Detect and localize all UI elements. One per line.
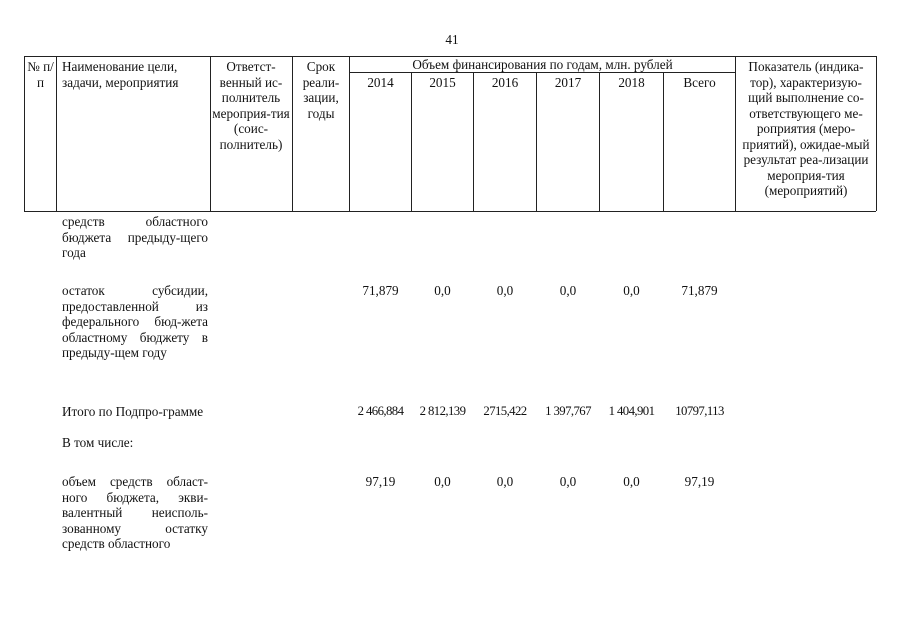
header-year-2017: 2017 xyxy=(554,75,582,90)
value-total: 97,19 xyxy=(684,474,715,489)
value-2017: 0,0 xyxy=(559,474,577,489)
value-2017: 0,0 xyxy=(559,283,577,298)
header-year-2018: 2018 xyxy=(618,75,645,90)
value-2015: 0,0 xyxy=(434,474,451,489)
value-2018: 1 404,901 xyxy=(608,404,655,418)
value-2016: 0,0 xyxy=(496,283,514,298)
header-year-2014: 2014 xyxy=(367,75,394,90)
header-col-responsible: Ответст-венный ис-полнитель мероприя-тия (соис-полнитель) xyxy=(212,59,290,152)
value-2017: 1 397,767 xyxy=(545,404,591,418)
value-2014: 97,19 xyxy=(365,474,396,489)
header-year-2016: 2016 xyxy=(491,75,519,90)
header-total: Всего xyxy=(683,75,716,90)
value-2014: 71,879 xyxy=(362,283,399,298)
header-col-term: Срок реали-зации, годы xyxy=(302,59,340,121)
row-name: Итого по Подпро-грамме xyxy=(62,404,204,419)
row-subtitle: В том числе: xyxy=(62,435,134,450)
page-number: 41 xyxy=(445,32,459,47)
value-2016: 0,0 xyxy=(496,474,514,489)
row-name: объем средств област-ного бюджета, экви-валентный неисполь-зованному остатку средств областного xyxy=(62,474,208,551)
header-col-indicator: Показатель (индика-тор), характеризую-щий выполнение со-ответствующего ме-роприятия (меро-приятий), ожидае-мый результат реа-лизации мероприя-тия (мероприятий) xyxy=(742,59,870,198)
row-name: средств областного бюджета предыду-щего года xyxy=(62,214,208,260)
header-year-2015: 2015 xyxy=(429,75,456,90)
header-col-name: Наименование цели, задачи, мероприятия xyxy=(62,59,179,90)
header-col-funding: Объем финансирования по годам, млн. рублей xyxy=(412,57,673,72)
value-2014: 2 466,884 xyxy=(357,404,404,418)
value-total: 10797,113 xyxy=(675,404,724,418)
value-2016: 2715,422 xyxy=(483,404,527,418)
value-2015: 0,0 xyxy=(434,283,451,298)
header-col-number: № п/п xyxy=(27,59,54,90)
value-2018: 0,0 xyxy=(623,283,640,298)
row-name: остаток субсидии, предоставленной из федерального бюд-жета областному бюджету в предыду-щем году xyxy=(62,283,208,360)
value-2018: 0,0 xyxy=(623,474,640,489)
value-total: 71,879 xyxy=(681,283,718,298)
value-2015: 2 812,139 xyxy=(419,404,466,418)
